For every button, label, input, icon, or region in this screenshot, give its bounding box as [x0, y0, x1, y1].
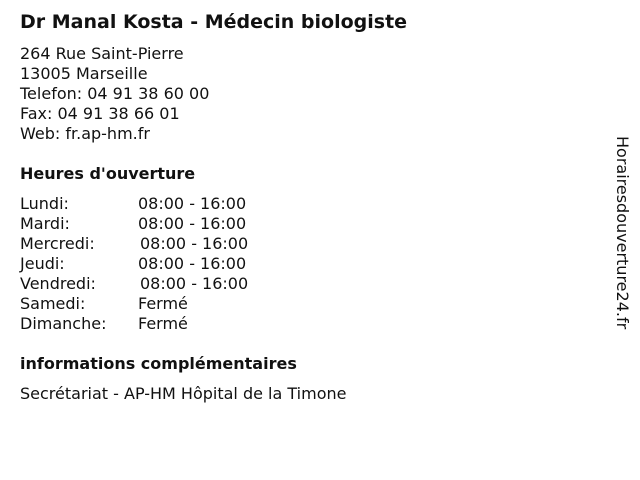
street-address: 264 Rue Saint-Pierre	[20, 44, 184, 63]
day-label: Lundi:	[20, 194, 69, 213]
time-value: 08:00 - 16:00	[138, 214, 247, 233]
hours-heading: Heures d'ouverture	[20, 164, 196, 183]
time-value: Fermé	[138, 294, 188, 313]
city-address: 13005 Marseille	[20, 64, 148, 83]
time-value: 08:00 - 16:00	[140, 274, 249, 293]
day-label: Dimanche:	[20, 314, 107, 333]
day-label: Mardi:	[20, 214, 70, 233]
time-value: 08:00 - 16:00	[138, 254, 247, 273]
info-heading: informations complémentaires	[20, 354, 297, 373]
day-label: Mercredi:	[20, 234, 95, 253]
day-label: Vendredi:	[20, 274, 96, 293]
brand-watermark: Horairesdouverture24.fr	[613, 136, 632, 330]
page-title: Dr Manal Kosta - Médecin biologiste	[20, 11, 408, 33]
info-text: Secrétariat - AP-HM Hôpital de la Timone	[20, 384, 347, 403]
contact-block	[20, 44, 209, 144]
time-value: 08:00 - 16:00	[138, 194, 247, 213]
time-value: Fermé	[138, 314, 188, 333]
website: Web: fr.ap-hm.fr	[20, 124, 150, 143]
time-value: 08:00 - 16:00	[140, 234, 249, 253]
phone-number: Telefon: 04 91 38 60 00	[20, 84, 210, 103]
fax-number: Fax: 04 91 38 66 01	[20, 104, 180, 123]
day-label: Samedi:	[20, 294, 86, 313]
day-label: Jeudi:	[20, 254, 65, 273]
